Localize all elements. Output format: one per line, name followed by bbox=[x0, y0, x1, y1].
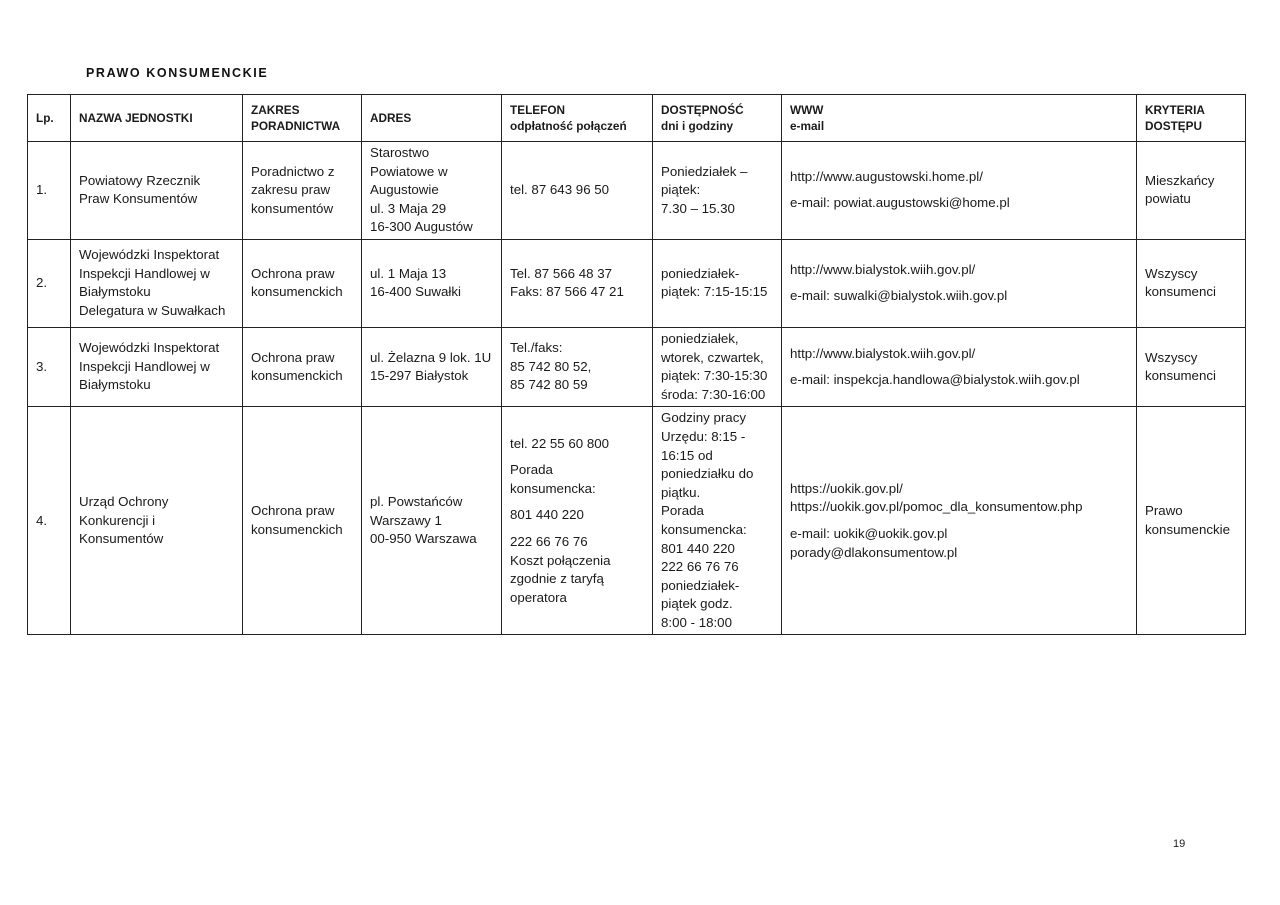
text-line: Białymstoku bbox=[79, 284, 151, 300]
header-dostepnosc bbox=[653, 95, 782, 142]
text-line: 16:15 od bbox=[661, 447, 713, 463]
cell-telefon bbox=[502, 327, 653, 406]
website-link[interactable]: https://uokik.gov.pl/ bbox=[790, 480, 903, 496]
cell-www-email bbox=[782, 407, 1137, 635]
cell-telefon bbox=[502, 407, 653, 635]
cell-www-email bbox=[782, 239, 1137, 327]
consumer-law-table bbox=[27, 94, 1246, 635]
cell-dostepnosc bbox=[653, 239, 782, 327]
table-row bbox=[28, 407, 1246, 635]
website-link[interactable]: http://www.augustowski.home.pl/ bbox=[790, 168, 983, 184]
cell-zakres bbox=[243, 239, 362, 327]
cell-lp bbox=[28, 239, 71, 327]
cell-zakres bbox=[243, 407, 362, 635]
header-telefon bbox=[502, 95, 653, 142]
cell-lp bbox=[28, 142, 71, 240]
text-line: środa: 7:30-16:00 bbox=[661, 386, 766, 402]
text-line: konsumencka: bbox=[510, 480, 596, 496]
text-line: DOSTĘPU bbox=[1145, 119, 1203, 133]
cell-telefon bbox=[502, 239, 653, 327]
cell-nazwa bbox=[71, 142, 243, 240]
text-line: piątek: 7:15-15:15 bbox=[661, 284, 768, 300]
header-zakres bbox=[243, 95, 362, 142]
table-row bbox=[28, 239, 1246, 327]
text-line: zgodnie z taryfą bbox=[510, 571, 604, 587]
text-line: poniedziałek, bbox=[661, 330, 739, 346]
text-line: TELEFON bbox=[510, 102, 566, 117]
text-line: 801 440 220 bbox=[661, 540, 735, 556]
text-line: 85 742 80 52, bbox=[510, 358, 592, 374]
text-line: konsumenckich bbox=[251, 368, 343, 384]
text-line: Delegatura w Suwałkach bbox=[79, 303, 226, 319]
cell-adres bbox=[362, 327, 502, 406]
cell-telefon bbox=[502, 142, 653, 240]
text-line: 7.30 – 15.30 bbox=[661, 200, 735, 216]
email-link[interactable]: e-mail: inspekcja.handlowa@bialystok.wiih.gov.pl bbox=[790, 372, 1080, 388]
text-line: Konkurencji i bbox=[79, 512, 156, 528]
text-line: Tel./faks: bbox=[510, 340, 563, 356]
text-line: operatora bbox=[510, 589, 567, 605]
text-line: ul. 1 Maja 13 bbox=[370, 265, 447, 281]
text-line: odpłatność połączeń bbox=[510, 119, 627, 133]
cell-zakres bbox=[243, 142, 362, 240]
text-line: konsumenci bbox=[1145, 368, 1216, 384]
website-link[interactable]: http://www.bialystok.wiih.gov.pl/ bbox=[790, 345, 976, 361]
table-row bbox=[28, 142, 1246, 240]
cell-kryteria bbox=[1137, 142, 1246, 240]
text-line: e-mail bbox=[790, 119, 825, 133]
text-line: poniedziałek- bbox=[661, 265, 740, 281]
text-line: 85 742 80 59 bbox=[510, 377, 588, 393]
text-line: 8:00 - 18:00 bbox=[661, 614, 732, 630]
section-title: PRAWO KONSUMENCKIE bbox=[86, 66, 269, 80]
text-line: konsumenckich bbox=[251, 284, 343, 300]
text-line: powiatu bbox=[1145, 191, 1191, 207]
cell-kryteria bbox=[1137, 239, 1246, 327]
text-line: konsumenckich bbox=[251, 521, 343, 537]
text-line: Lp. bbox=[36, 110, 54, 125]
website-link[interactable]: https://uokik.gov.pl/pomoc_dla_konsumentow.php bbox=[790, 499, 1083, 515]
text-line: 801 440 220 bbox=[510, 507, 584, 523]
email-link[interactable]: e-mail: suwalki@bialystok.wiih.gov.pl bbox=[790, 288, 1008, 304]
text-line: piątek: 7:30-15:30 bbox=[661, 368, 768, 384]
text-line: Faks: 87 566 47 21 bbox=[510, 284, 624, 300]
text-line: Inspekcji Handlowej w bbox=[79, 265, 210, 281]
text-line: Praw Konsumentów bbox=[79, 191, 198, 207]
text-line: 222 66 76 76 bbox=[661, 559, 739, 575]
text-line: Augustowie bbox=[370, 182, 439, 198]
cell-nazwa bbox=[71, 407, 243, 635]
email-link[interactable]: e-mail: powiat.augustowski@home.pl bbox=[790, 195, 1010, 211]
header-nazwa bbox=[71, 95, 243, 142]
text-line: konsumentów bbox=[251, 200, 334, 216]
cell-lp bbox=[28, 407, 71, 635]
text-line: Urzędu: 8:15 - bbox=[661, 428, 746, 444]
text-line: Tel. 87 566 48 37 bbox=[510, 265, 613, 281]
text-line: zakresu praw bbox=[251, 182, 331, 198]
text-line: piątek: bbox=[661, 182, 701, 198]
text-line: konsumenckie bbox=[1145, 521, 1230, 537]
text-line: dni i godziny bbox=[661, 119, 734, 133]
text-line: Porada bbox=[510, 462, 553, 478]
text-line: Powiatowe w bbox=[370, 163, 448, 179]
cell-www-email bbox=[782, 142, 1137, 240]
text-line: Wojewódzki Inspektorat bbox=[79, 247, 220, 263]
text-line: Mieszkańcy bbox=[1145, 172, 1215, 188]
cell-nazwa bbox=[71, 239, 243, 327]
text-line: 16-400 Suwałki bbox=[370, 284, 461, 300]
text-line: Wszyscy bbox=[1145, 349, 1198, 365]
text-line: piątku. bbox=[661, 484, 701, 500]
text-line: Starostwo bbox=[370, 145, 430, 160]
cell-nazwa bbox=[71, 327, 243, 406]
text-line: Inspekcji Handlowej w bbox=[79, 358, 210, 374]
text-line: konsumenci bbox=[1145, 284, 1216, 300]
email-link[interactable]: e-mail: uokik@uokik.gov.pl bbox=[790, 525, 948, 541]
cell-zakres bbox=[243, 327, 362, 406]
cell-kryteria bbox=[1137, 327, 1246, 406]
text-line: Porada bbox=[661, 503, 704, 519]
text-line: Ochrona praw bbox=[251, 265, 335, 281]
text-line: wtorek, czwartek, bbox=[661, 349, 764, 365]
cell-adres bbox=[362, 142, 502, 240]
text-line: poniedziałku do bbox=[661, 466, 754, 482]
text-line: 00-950 Warszawa bbox=[370, 531, 477, 547]
text-line: konsumencka: bbox=[661, 521, 747, 537]
website-link[interactable]: http://www.bialystok.wiih.gov.pl/ bbox=[790, 261, 976, 277]
text-line: 15-297 Białystok bbox=[370, 368, 469, 384]
text-line: piątek godz. bbox=[661, 596, 733, 612]
text-line: 3. bbox=[36, 358, 48, 374]
cell-kryteria bbox=[1137, 407, 1246, 635]
text-line: Poniedziałek – bbox=[661, 163, 748, 179]
text-line: Białymstoku bbox=[79, 377, 151, 393]
table-row bbox=[28, 327, 1246, 406]
text-line: Warszawy 1 bbox=[370, 512, 442, 528]
text-line: ul. 3 Maja 29 bbox=[370, 200, 447, 216]
cell-www-email bbox=[782, 327, 1137, 406]
text-line: Poradnictwo z bbox=[251, 163, 335, 179]
text-line: 2. bbox=[36, 275, 48, 291]
header-lp bbox=[28, 95, 71, 142]
cell-dostepnosc bbox=[653, 142, 782, 240]
text-line: Powiatowy Rzecznik bbox=[79, 172, 201, 188]
text-line: 222 66 76 76 bbox=[510, 533, 588, 549]
page-number: 19 bbox=[1173, 838, 1186, 850]
text-line: ul. Żelazna 9 lok. 1U bbox=[370, 349, 492, 365]
text-line: 1. bbox=[36, 182, 48, 198]
text-line: Godziny pracy bbox=[661, 410, 746, 426]
cell-adres bbox=[362, 407, 502, 635]
text-line: Prawo bbox=[1145, 503, 1183, 519]
text-line: Urząd Ochrony bbox=[79, 494, 169, 510]
text-line: 16-300 Augustów bbox=[370, 219, 473, 235]
cell-lp bbox=[28, 327, 71, 406]
text-line: KRYTERIA bbox=[1145, 102, 1205, 117]
text-line: ZAKRES bbox=[251, 102, 300, 117]
cell-adres bbox=[362, 239, 502, 327]
text-line: ADRES bbox=[370, 110, 412, 125]
header-row bbox=[28, 95, 1246, 142]
text-line: 4. bbox=[36, 512, 48, 528]
text-line: Ochrona praw bbox=[251, 503, 335, 519]
email-link[interactable]: porady@dlakonsumentow.pl bbox=[790, 544, 958, 560]
text-line: WWW bbox=[790, 102, 824, 117]
text-line: PORADNICTWA bbox=[251, 119, 341, 133]
cell-dostepnosc bbox=[653, 407, 782, 635]
text-line: tel. 22 55 60 800 bbox=[510, 435, 610, 451]
text-line: pl. Powstańców bbox=[370, 494, 463, 510]
text-line: Ochrona praw bbox=[251, 349, 335, 365]
header-www bbox=[782, 95, 1137, 142]
cell-dostepnosc bbox=[653, 327, 782, 406]
text-line: tel. 87 643 96 50 bbox=[510, 182, 610, 198]
text-line: NAZWA JEDNOSTKI bbox=[79, 110, 193, 125]
text-line: poniedziałek- bbox=[661, 577, 740, 593]
header-kryteria bbox=[1137, 95, 1246, 142]
text-line: Wojewódzki Inspektorat bbox=[79, 340, 220, 356]
text-line: Wszyscy bbox=[1145, 265, 1198, 281]
text-line: Konsumentów bbox=[79, 531, 164, 547]
text-line: DOSTĘPNOŚĆ bbox=[661, 102, 744, 117]
text-line: Koszt połączenia bbox=[510, 552, 611, 568]
header-adres bbox=[362, 95, 502, 142]
